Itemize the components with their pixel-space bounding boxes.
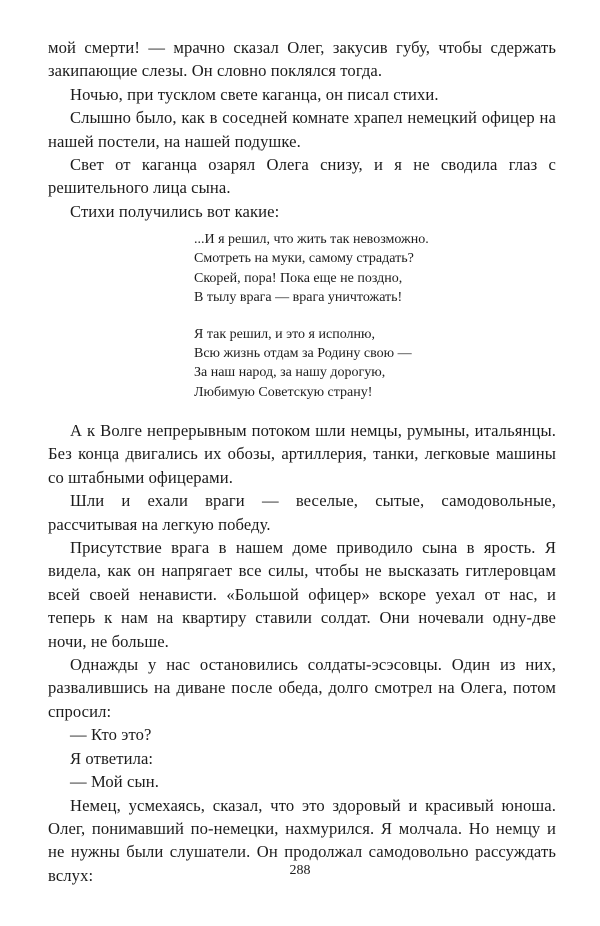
- poem: [194, 230, 534, 402]
- paragraph: Я ответила:: [70, 748, 154, 768]
- poem-line: Скорей, пора! Пока еще не поздно,: [194, 270, 403, 286]
- paragraph: Слышно было, как в соседней комнате храпел немецкий офицер на нашей постели, на нашей подушке.: [48, 108, 556, 151]
- paragraph: Присутствие врага в нашем доме приводило сына в ярость. Я видела, как он напрягает все силы, чтобы не высказать гитлеровцам всей своей ненависти. «Большой офицер» вскоре уехал от нас, и теперь к нам на квартиру ставили солдат. Они ночевали одну-две ночи, не больше.: [48, 538, 556, 651]
- poem-line: Смотреть на муки, самому страдать?: [194, 251, 414, 267]
- paragraph: Ночью, при тусклом свете каганца, он писал стихи.: [70, 84, 439, 104]
- bottom-text-block: [48, 419, 556, 887]
- paragraph: Шли и ехали враги — веселые, сытые, самодовольные, рассчитывая на легкую победу.: [48, 491, 556, 534]
- top-text-block: [48, 36, 556, 223]
- poem-line: За наш народ, за нашу дорогую,: [194, 365, 386, 381]
- poem-stanza-2: [194, 325, 534, 403]
- poem-line: В тылу врага — врага уничтожать!: [194, 290, 403, 306]
- poem-line: Я так решил, и это я исполню,: [194, 326, 375, 342]
- paragraph: Немец, усмехаясь, сказал, что это здоровый и красивый юноша. Олег, понимавший по-немецки, нахмурился. Я молчала. Но немцу и не нужны были слушатели. Он продолжал самодовольно рассуждать вслух:: [48, 795, 556, 885]
- poem-stanza-1: [194, 230, 534, 308]
- paragraph: А к Волге непрерывным потоком шли немцы, румыны, итальянцы. Без конца двигались их обозы, артиллерия, танки, легковые машины со штабными офицерами.: [48, 421, 556, 487]
- poem-line: ...И я решил, что жить так невозможно.: [194, 232, 429, 247]
- dialogue-line: — Кто это?: [70, 725, 152, 745]
- paragraph: Однажды у нас остановились солдаты-эсэсовцы. Один из них, развалившись на диване после обеда, долго смотрел на Олега, потом спросил:: [48, 655, 556, 721]
- paragraph: Свет от каганца озарял Олега снизу, и я не сводила глаз с решительного лица сына.: [48, 155, 556, 198]
- poem-line: Всю жизнь отдам за Родину свою —: [194, 346, 412, 362]
- paragraph-continuation: мой смерти! — мрачно сказал Олег, закусив губу, чтобы сдержать закипающие слезы. Он словно поклялся тогда.: [48, 38, 556, 81]
- paragraph: Стихи получились вот какие:: [70, 201, 280, 221]
- page-number: 288: [289, 863, 311, 878]
- dialogue-line: — Мой сын.: [70, 772, 159, 792]
- poem-line: Любимую Советскую страну!: [194, 384, 373, 400]
